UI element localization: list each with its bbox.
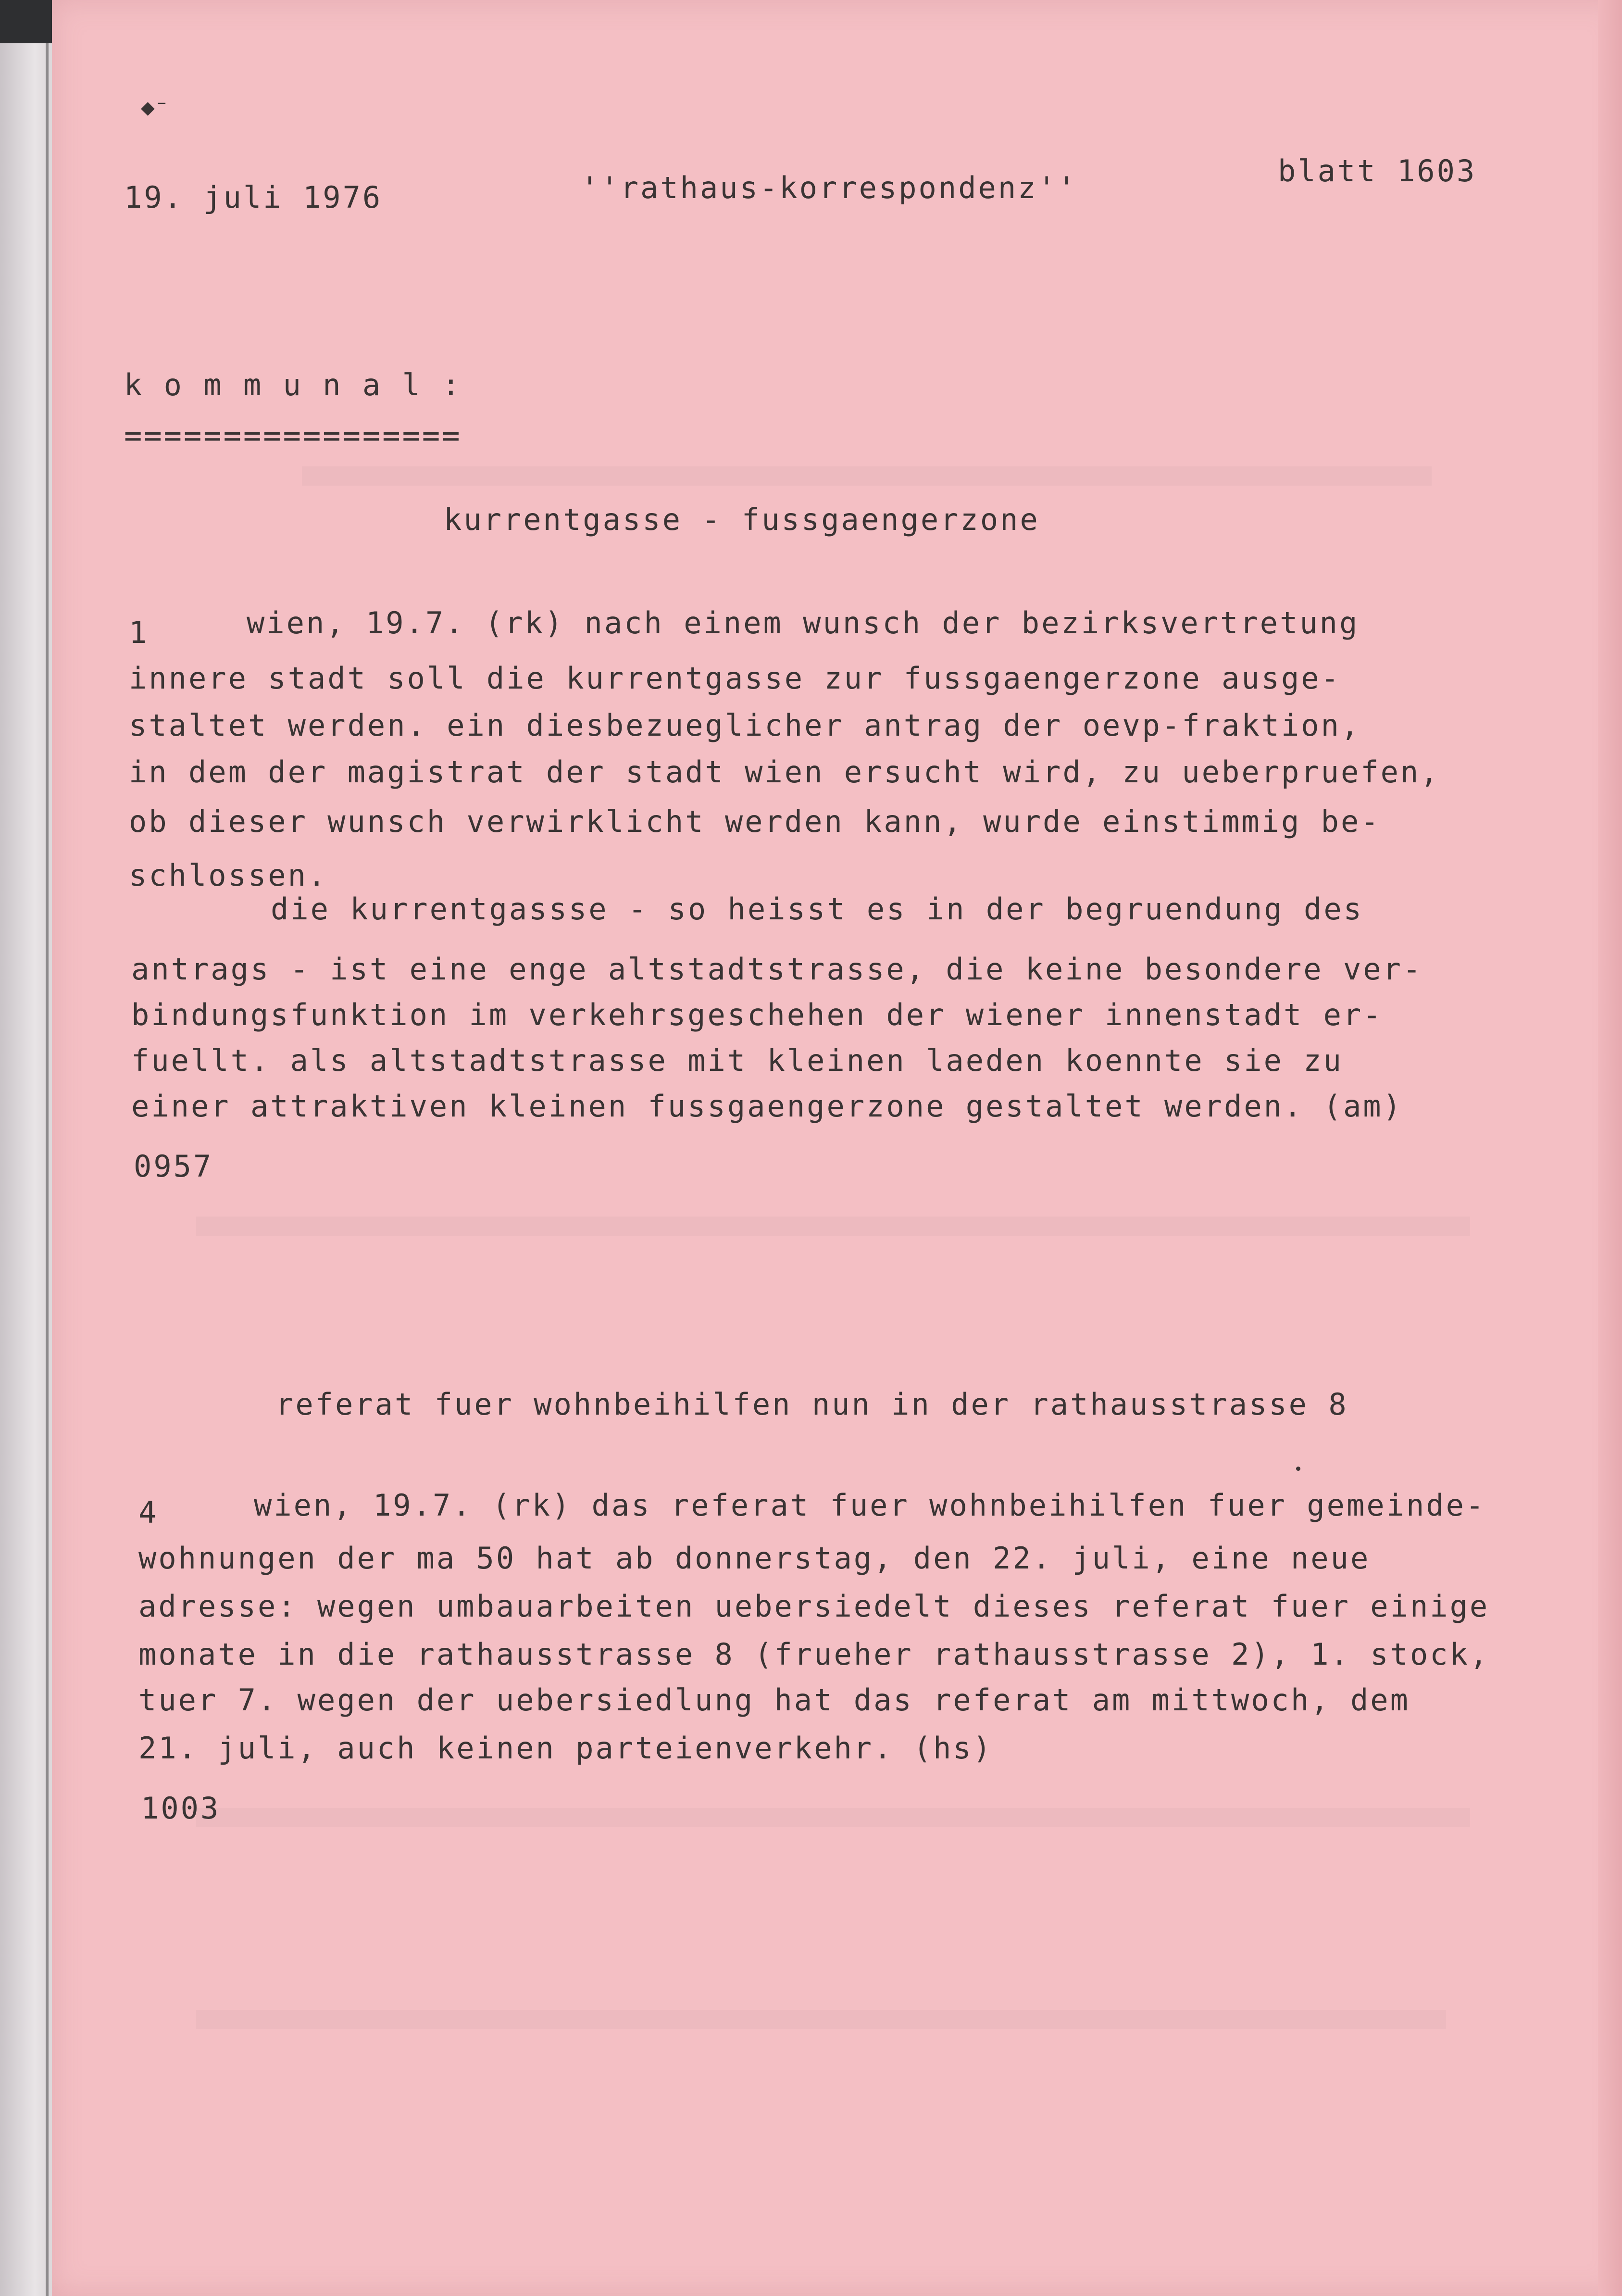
page-right-edge	[1598, 0, 1622, 2296]
show-through-line	[196, 1808, 1470, 1827]
article-line: tuer 7. wegen der uebersiedlung hat das referat am mittwoch, dem	[138, 1682, 1410, 1718]
header-publication: ''rathaus-korrespondenz''	[581, 170, 1078, 205]
article-line: die kurrentgassse - so heisst es in der begruendung des	[271, 891, 1363, 927]
article-title: kurrentgasse - fussgaengerzone	[444, 502, 1040, 537]
article-line: antrags - ist eine enge altstadtstrasse, die keine besondere ver-	[131, 952, 1423, 987]
article-line: staltet werden. ein diesbezueglicher antrag der oevp-fraktion,	[129, 708, 1361, 743]
article-line: monate in die rathausstrasse 8 (frueher rathausstrasse 2), 1. stock,	[138, 1637, 1490, 1672]
article-line: 21. juli, auch keinen parteienverkehr. (hs)	[138, 1731, 993, 1766]
header-sheet-number: blatt 1603	[1278, 153, 1477, 188]
article-timestamp: 0957	[134, 1149, 213, 1184]
article-line: schlossen.	[129, 858, 328, 893]
article-line: wien, 19.7. (rk) das referat fuer wohnbeihilfen fuer gemeinde-	[254, 1488, 1486, 1523]
show-through-line	[196, 2010, 1446, 2029]
sheet-edge	[46, 43, 49, 2296]
article-line: fuellt. als altstadtstrasse mit kleinen laeden koennte sie zu	[131, 1043, 1343, 1078]
article-line: adresse: wegen umbauarbeiten uebersiedelt dieses referat fuer einige	[138, 1589, 1490, 1624]
article-line: einer attraktiven kleinen fussgaengerzone gestaltet werden. (am)	[131, 1089, 1403, 1124]
article-line: ob dieser wunsch verwirklicht werden kann, wurde einstimmig be-	[129, 804, 1381, 839]
show-through-line	[196, 1217, 1470, 1236]
article-number: 1	[129, 615, 149, 650]
show-through-line	[302, 466, 1432, 486]
article-line: bindungsfunktion im verkehrsgeschehen der wiener innenstadt er-	[131, 997, 1383, 1032]
header-date: 19. juli 1976	[124, 180, 383, 215]
article-line: wien, 19.7. (rk) nach einem wunsch der bezirksvertretung	[247, 605, 1360, 640]
article-line: in dem der magistrat der stadt wien ersucht wird, zu ueberpruefen,	[129, 754, 1440, 790]
article-timestamp: 1003	[141, 1791, 221, 1826]
article-line: wohnungen der ma 50 hat ab donnerstag, den 22. juli, eine neue	[138, 1541, 1371, 1576]
ink-dot	[1296, 1467, 1300, 1471]
punch-mark-icon: ◆⁻	[141, 94, 169, 121]
article-number: 4	[138, 1495, 159, 1530]
underlying-sheet	[0, 43, 58, 2296]
section-underline: =================	[124, 418, 462, 453]
document-page	[52, 0, 1622, 2296]
section-heading: k o m m u n a l :	[124, 367, 462, 402]
article-title: referat fuer wohnbeihilfen nun in der rathausstrasse 8	[275, 1387, 1348, 1422]
article-line: innere stadt soll die kurrentgasse zur fussgaengerzone ausge-	[129, 661, 1341, 696]
